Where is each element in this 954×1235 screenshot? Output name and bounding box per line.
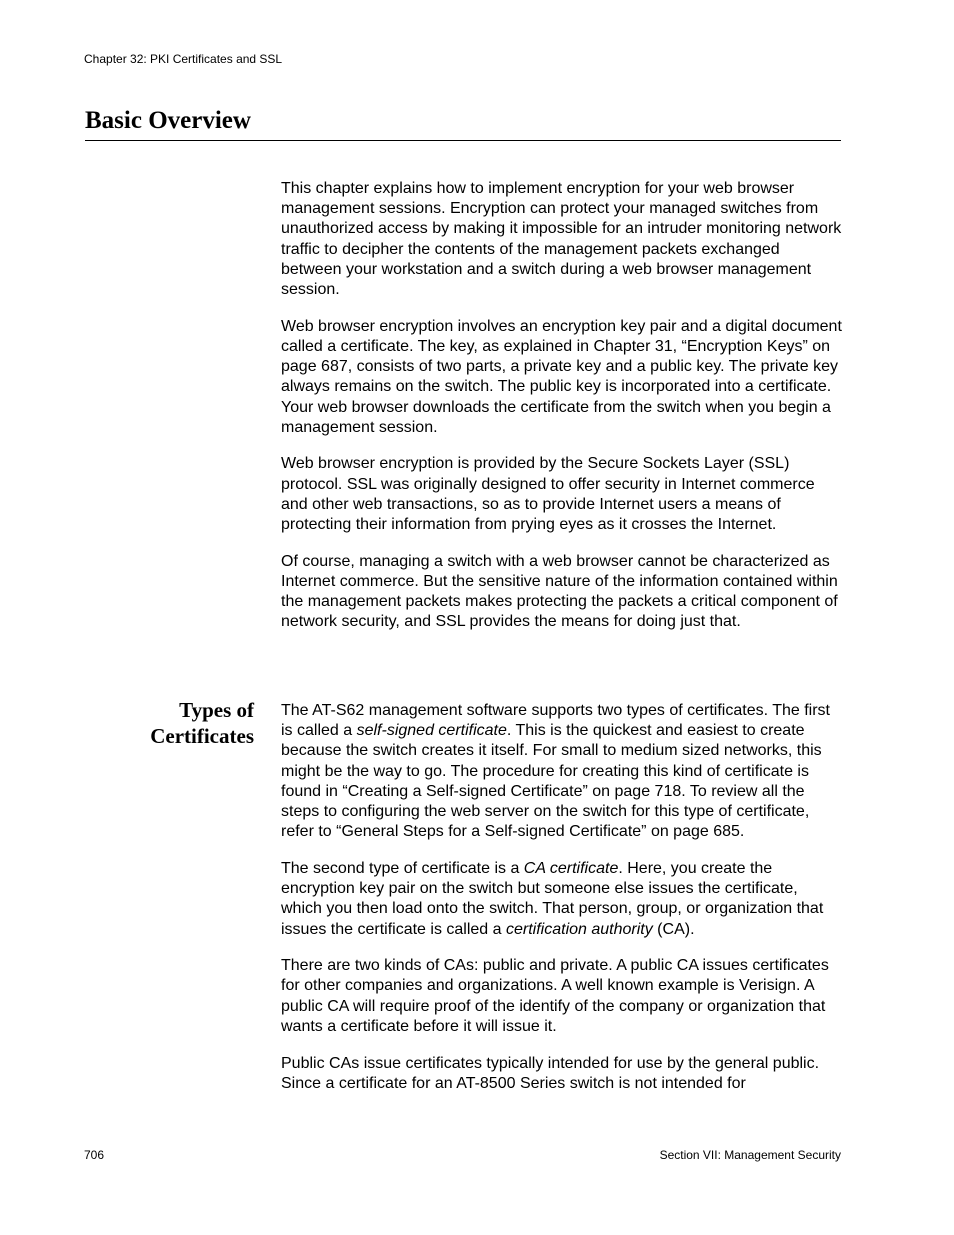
intro-text xyxy=(281,179,843,649)
subsection-heading-line-1: Types of xyxy=(179,698,254,722)
page-number: 706 xyxy=(84,1148,105,1162)
types-paragraph-4: Public CAs issue certificates typically intended for use by the general public. Since a certificate for an AT-8500 Series switch is not intended for xyxy=(281,1054,820,1092)
intro-paragraph-1: This chapter explains how to implement encryption for your web browser management sessions. Encryption can protect your managed switches from unauthorized access by making it impossible for an intruder monitoring network traffic to decipher the contents of the management packets exchanged between your workstation and a switch during a web browser management session. xyxy=(281,180,842,299)
subsection-heading xyxy=(100,697,254,749)
intro-paragraph-4: Of course, managing a switch with a web browser cannot be characterized as Internet commerce. But the sensitive nature of the information contained within the management packets makes protecting the packets a critical component of network security, and SSL provides the means for doing just that. xyxy=(281,552,838,631)
types-text xyxy=(281,701,843,1110)
heading-rule xyxy=(85,140,841,141)
text-run: (CA). xyxy=(652,920,695,938)
footer-section: Section VII: Management Security xyxy=(659,1148,841,1162)
subsection-heading-line-2: Certificates xyxy=(150,724,254,748)
text-run: The second type of certificate is a xyxy=(281,859,524,877)
term-ca-certificate: CA certificate xyxy=(523,859,619,877)
types-paragraph-3: There are two kinds of CAs: public and private. A public CA issues certificates for other companies and organizations. A well known example is Verisign. A public CA will require proof of the identify of the company or organization that wants a certificate before it will issue it. xyxy=(281,957,829,1035)
text-run: . This is the quickest and easiest to create because the switch creates it itself. For small to medium sized networks, this might be the way to go. The procedure for creating this kind of certificate is found in “Creating a Self-signed Certificate” on page 718. To review all the steps to configuring the web server on the switch for this type of certificate, refer to “General Steps for a Self-signed Certificate” on page 685. xyxy=(281,722,822,841)
running-header: Chapter 32: PKI Certificates and SSL xyxy=(84,52,283,66)
types-paragraph-1 xyxy=(281,701,843,842)
section-heading: Basic Overview xyxy=(85,107,251,134)
types-paragraph-2 xyxy=(281,859,843,940)
term-certification-authority: certification authority xyxy=(506,920,653,938)
intro-paragraph-2: Web browser encryption involves an encryption key pair and a digital document called a certificate. The key, as explained in Chapter 31, “Encryption Keys” on page 687, consists of two parts, a private key and a public key. The private key always remains on the switch. The public key is incorporated into a certificate. Your web browser downloads the certificate from the switch when you begin a management session. xyxy=(281,317,842,436)
intro-paragraph-3: Web browser encryption is provided by the Secure Sockets Layer (SSL) protocol. SSL was originally designed to offer security in Internet commerce and other web transactions, so as to provide Internet users a means of protecting their information from prying eyes as it crosses the Internet. xyxy=(281,455,815,534)
term-self-signed: self-signed certificate xyxy=(356,722,507,740)
text-run: The AT-S62 management software supports two types of certificates. The first is called a xyxy=(281,702,830,740)
text-run: . Here, you create the encryption key pair on the switch but someone else issues the certificate, which you then load onto the switch. That person, group, or organization that issues the certificate is called a xyxy=(281,859,824,938)
